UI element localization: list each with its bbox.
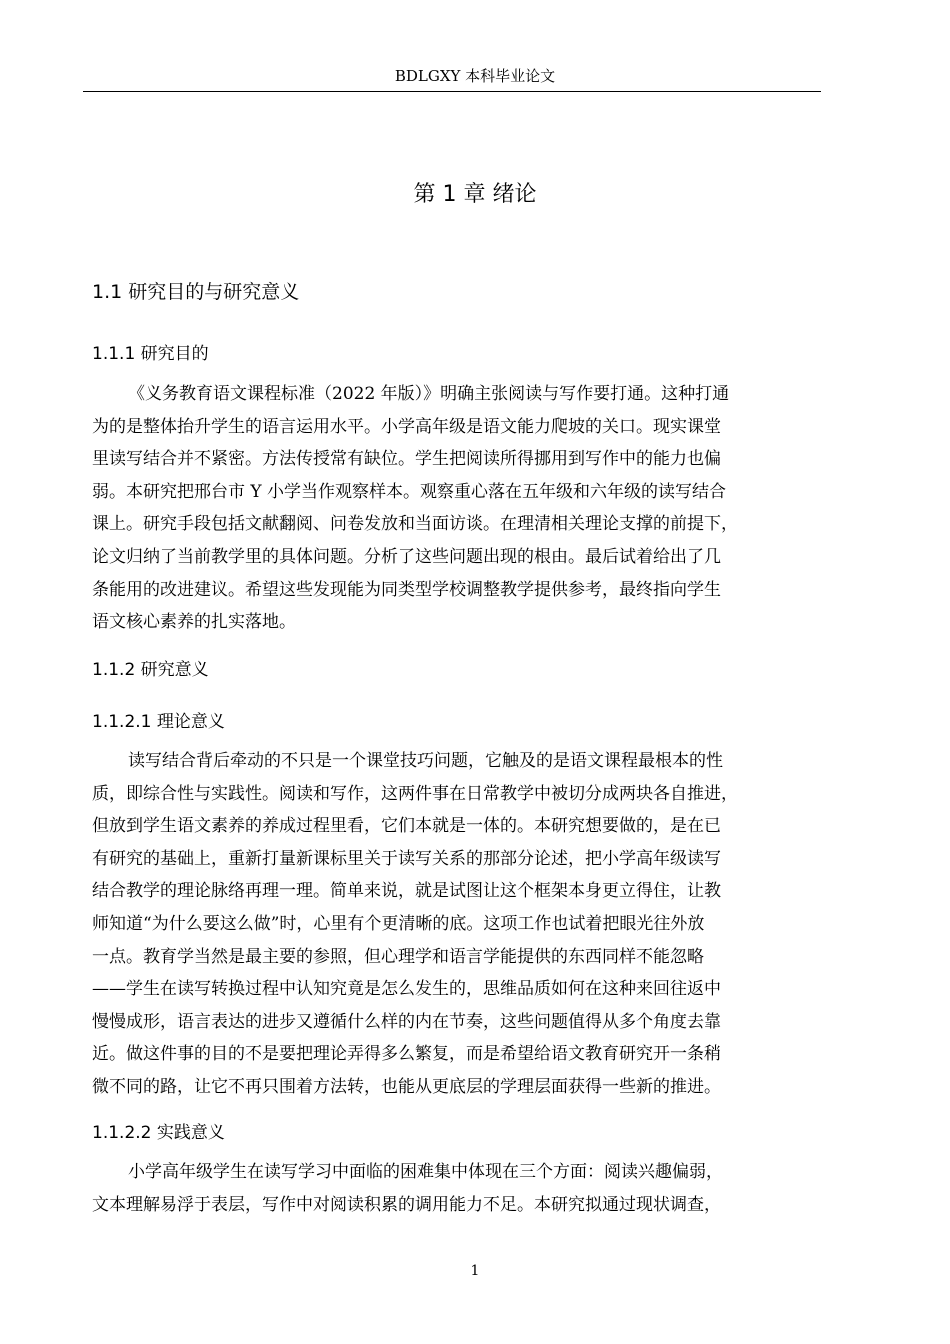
paragraph-line: 课上。研究手段包括文献翻阅、问卷发放和当面访谈。在理清相关理论支撑的前提下， [92,514,738,535]
section-heading-1-1-2-2: 1.1.2.2 实践意义 [92,1123,225,1143]
section-heading-1-1: 1.1 研究目的与研究意义 [92,281,300,303]
paragraph-line: 质，即综合性与实践性。阅读和写作，这两件事在日常教学中被切分成两块各自推进， [92,783,738,804]
paragraph-line: 近。做这件事的目的不是要把理论弄得多么繁复，而是希望给语文教育研究开一条稍 [92,1044,721,1065]
paragraph-line: 微不同的路，让它不再只围着方法转，也能从更底层的学理层面获得一些新的推进。 [92,1076,721,1097]
page-number: 1 [470,1263,480,1279]
paragraph-line: 慢慢成形，语言表达的进步又遵循什么样的内在节奏，这些问题值得从多个角度去靠 [92,1011,721,1032]
paragraph-line: 语文核心素养的扎实落地。 [92,612,296,633]
paragraph-line: 条能用的改进建议。希望这些发现能为同类型学校调整教学提供参考，最终指向学生 [92,579,721,600]
paragraph-line: 《义务教育语文课程标准（2022 年版）》明确主张阅读与写作要打通。这种打通 [128,384,730,404]
paragraph-line: 一点。教育学当然是最主要的参照，但心理学和语言学能提供的东西同样不能忽略 [92,946,704,967]
paragraph-line: 有研究的基础上，重新打量新课标里关于读写关系的那部分论述，把小学高年级读写 [92,848,721,869]
paragraph-line: 论文归纳了当前教学里的具体问题。分析了这些问题出现的根由。最后试着给出了几 [92,546,721,567]
paragraph-practical-significance [92,1156,830,1221]
paragraph-line: 里读写结合并不紧密。方法传授常有缺位。学生把阅读所得挪用到写作中的能力也偏 [92,449,721,470]
paragraph-theoretical-significance [92,745,830,1104]
paragraph-research-purpose [92,378,830,639]
chapter-title: 第 1 章 绪论 [413,182,537,207]
paragraph-line: 文本理解易浮于表层，写作中对阅读积累的调用能力不足。本研究拟通过现状调查， [92,1194,721,1215]
section-heading-1-1-2: 1.1.2 研究意义 [92,660,209,680]
running-header: BDLGXY 本科毕业论文 [394,67,556,85]
section-heading-1-1-1: 1.1.1 研究目的 [92,344,209,364]
header-divider [83,91,821,92]
paragraph-line: 结合教学的理论脉络再理一理。简单来说，就是试图让这个框架本身更立得住，让教 [92,881,721,902]
paragraph-line: 弱。本研究把邢台市 Y 小学当作观察样本。观察重心落在五年级和六年级的读写结合 [92,481,727,502]
paragraph-line: ——学生在读写转换过程中认知究竟是怎么发生的，思维品质如何在这种来回往返中 [92,979,721,1000]
paragraph-line: 为的是整体抬升学生的语言运用水平。小学高年级是语文能力爬坡的关口。现实课堂 [92,416,721,437]
paragraph-line: 小学高年级学生在读写学习中面临的困难集中体现在三个方面：阅读兴趣偏弱， [128,1162,723,1182]
paragraph-line: 读写结合背后牵动的不只是一个课堂技巧问题，它触及的是语文课程最根本的性 [128,751,723,771]
paragraph-line: 但放到学生语文素养的养成过程里看，它们本就是一体的。本研究想要做的，是在已 [92,816,721,837]
section-heading-1-1-2-1: 1.1.2.1 理论意义 [92,712,225,732]
paragraph-line: 师知道“为什么要这么做”时，心里有个更清晰的底。这项工作也试着把眼光往外放 [92,913,705,934]
